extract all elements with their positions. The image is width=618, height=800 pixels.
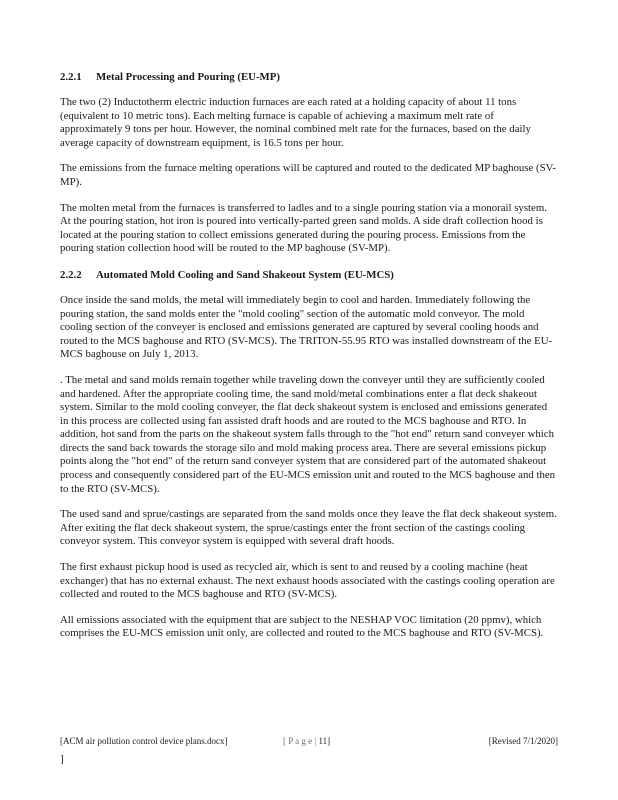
section-title: Metal Processing and Pouring (EU-MP) [96,71,280,83]
paragraph: The molten metal from the furnaces is transferred to ladles and to a single pouring station via a monorail system. At the pouring station, hot iron is poured into vertically-parted green sand molds. A side draft collection hood is located at the pouring station to collect emissions generated during the pouring process. Emissions from the pouring station collection hood will be routed to the MP baghouse (SV-MP). [60,201,547,255]
document-body [60,70,558,653]
footer-page-suffix: ] [327,736,331,746]
paragraph: All emissions associated with the equipment that are subject to the NESHAP VOC limitation (20 ppmv), which comprises the EU-MCS emission unit only, are collected and routed to the MCS baghouse and RTO (SV-MCS). [60,613,544,640]
section-number: 2.2.2 [60,268,82,281]
paragraph: The used sand and sprue/castings are separated from the sand molds once they leave the flat deck shakeout system. After exiting the flat deck shakeout system, the sprue/castings enter the front section of the castings cooling conveyor system. This conveyor system is equipped with several draft hoods. [60,508,557,548]
footer-page-number [283,734,330,748]
section-number: 2.2.1 [60,71,82,83]
paragraph: . The metal and sand molds remain together while traveling down the conveyer until they are sufficiently cooled and hardened. After the appropriate cooling time, the sand mold/metal combinations enter a flat deck shakeout system. Similar to the mold cooling conveyer, the flat deck shakeout system is enclosed and emissions generated in this process are collected using fan assisted draft hoods and are routed to the MCS baghouse and RTO. In addition, hot sand from the parts on the shakeout system falls through to the "hot end" return sand conveyer which directs the sand back towards the storage silo and mold making process area. There are several emissions pickup points along the "hot end" of the return sand conveyer system that are considered part of the automated shakeout process and consequently considered part of the EU-MCS emission unit and routed to the MCS baghouse and then to the RTO (SV-MCS). [60,373,556,495]
footer-revision-date: [Revised 7/1/2020] [488,736,558,746]
paragraph: The two (2) Inductotherm electric induction furnaces are each rated at a holding capacity of about 11 tons (equivalent to 10 metric tons). Each melting furnace is capable of achieving a maximum melt rate of approximately 9 tons per hour. However, the nominal combined melt rate for the furnaces, based on the daily average capacity of downstream equipment, is 16.5 tons per hour. [60,96,531,149]
section-title: Automated Mold Cooling and Sand Shakeout System (EU-MCS) [96,268,394,281]
paragraph: The emissions from the furnace melting operations will be captured and routed to the dedicated MP baghouse (SV-MP). [60,162,557,188]
trailing-bracket: ] [60,753,64,765]
page-number: 11 [318,736,328,746]
footer-filename: [ACM air pollution control device plans.docx] [60,736,228,746]
paragraph: Once inside the sand molds, the metal will immediately begin to cool and harden. Immediately following the pouring station, the sand molds enter the "mold cooling" section of the automatic mold conveyor. The mold cooling section of the conveyer is enclosed and emissions generated are captured by several cooling hoods and routed to the MCS baghouse and RTO (SV-MCS). The TRITON-55.95 RTO was installed downstream of the EU-MCS baghouse on July 1, 2013. [60,293,553,361]
paragraph: The first exhaust pickup hood is used as recycled air, which is sent to and reused by a cooling machine (heat exchanger) that has no external exhaust. The next exhaust hoods associated with the castings cooling operation are collected and routed to the MCS baghouse and RTO (SV-MCS). [60,561,555,601]
section-heading [60,70,558,84]
footer-page-prefix: [ P a g e | [283,736,319,746]
page-footer [60,734,558,748]
section-heading [60,268,558,282]
